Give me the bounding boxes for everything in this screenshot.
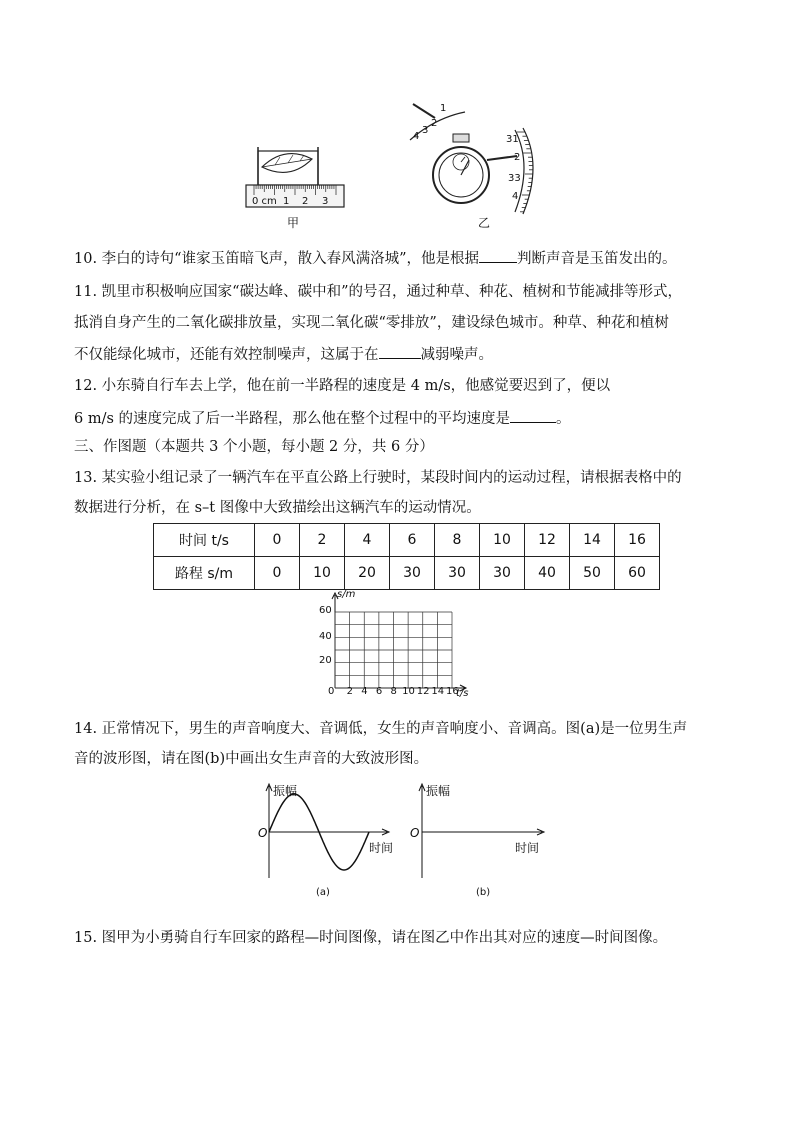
- q11-text-end: 减弱噪声。: [420, 347, 493, 363]
- table-cell: 12: [525, 524, 570, 557]
- q11-line2: 抵消自身产生的二氧化碳排放量，实现二氧化碳“零排放”，建设绿色城市。种草、种花和植树: [74, 315, 669, 331]
- table-cell: 6: [390, 524, 435, 557]
- q11-line3: [74, 344, 493, 365]
- waveform-b-y-label: 振幅: [426, 784, 451, 798]
- q15-line: 15. 图甲为小勇骑自行车回家的路程—时间图像，请在图乙中作出其对应的速度—时间图像。: [74, 930, 668, 946]
- stopwatch-outer-mark-33: 33: [508, 173, 521, 184]
- ruler-caption: 甲: [287, 216, 300, 230]
- waveform-a-x-label: 时间: [369, 841, 394, 855]
- table-cell: 30: [390, 557, 435, 590]
- st-graph-x-label: t/s: [456, 688, 469, 699]
- st-graph-x-tick: 12: [416, 686, 430, 697]
- stopwatch-inner-mark-2: 2: [431, 118, 438, 129]
- st-graph-x-tick: 6: [375, 686, 383, 697]
- q13-data-table: [153, 523, 660, 590]
- q13-line1: 13. 某实验小组记录了一辆汽车在平直公路上行驶时，某段时间内的运动过程，请根据表格中的: [74, 470, 682, 486]
- st-graph-x-tick: 2: [346, 686, 353, 697]
- table-cell: 0: [255, 524, 300, 557]
- waveform-b-origin: O: [410, 826, 420, 840]
- q10-text: 10. 李白的诗句“谁家玉笛暗飞声，散入春风满洛城”，他是根据: [74, 251, 479, 267]
- ruler-tick-3: 3: [322, 196, 329, 207]
- q12-text-end: 。: [556, 411, 571, 427]
- waveform-a-caption: (a): [316, 887, 330, 898]
- table-cell: 60: [615, 557, 660, 590]
- table-header-time: 时间 t/s: [154, 524, 255, 557]
- st-graph-y-tick-60: 60: [319, 605, 332, 616]
- waveform-b-x-label: 时间: [515, 841, 540, 855]
- stopwatch-caption: 乙: [478, 216, 491, 230]
- ruler-tick-0: 0 cm: [252, 196, 277, 207]
- q12-answer-blank[interactable]: [510, 408, 556, 423]
- q13-line2: 数据进行分析，在 s–t 图像中大致描绘出这辆汽车的运动情况。: [74, 500, 481, 516]
- stopwatch-inner-mark-1: 1: [440, 103, 447, 114]
- q10-text-end: 判断声音是玉笛发出的。: [517, 251, 677, 267]
- waveform-b-caption: (b): [476, 887, 491, 898]
- st-graph-x-tick: 16: [446, 686, 459, 697]
- q12-line1: 12. 小东骑自行车去上学，他在前一半路程的速度是 4 m/s，他感觉要迟到了，便以: [74, 378, 611, 394]
- q10-line: [74, 248, 677, 269]
- st-graph-y-tick-40: 40: [319, 631, 332, 642]
- q11-answer-blank[interactable]: [379, 344, 421, 359]
- q12-text: 6 m/s 的速度完成了后一半路程，那么他在整个过程中的平均速度是: [74, 411, 511, 427]
- waveform-a-origin: O: [258, 826, 268, 840]
- st-graph-x-tick: 8: [390, 686, 397, 697]
- table-cell: 4: [345, 524, 390, 557]
- section-3-heading: 三、作图题（本题共 3 个小题，每小题 2 分，共 6 分）: [74, 439, 434, 455]
- table-cell: 0: [255, 557, 300, 590]
- q11-line1: 11. 凯里市积极响应国家“碳达峰、碳中和”的号召，通过种草、种花、植树和节能减排等形式，: [74, 284, 682, 300]
- table-cell: 10: [300, 557, 345, 590]
- q10-answer-blank[interactable]: [479, 248, 517, 263]
- table-cell: 20: [345, 557, 390, 590]
- q12-line2: [74, 408, 571, 429]
- st-graph-origin: 0: [328, 686, 335, 697]
- stopwatch-outer-mark-31: 31: [506, 134, 519, 145]
- q11-text: 不仅能绿化城市，还能有效控制噪声，这属于在: [74, 347, 379, 363]
- table-cell: 16: [615, 524, 660, 557]
- table-cell: 8: [435, 524, 480, 557]
- st-graph-x-tick: 10: [402, 686, 415, 697]
- ruler-tick-1: 1: [283, 196, 290, 207]
- st-graph-x-tick: 14: [431, 686, 445, 697]
- st-graph-y-tick-20: 20: [319, 655, 332, 666]
- stopwatch-figure: [405, 100, 555, 220]
- table-header-distance: 路程 s/m: [154, 557, 255, 590]
- ruler-tick-2: 2: [302, 196, 309, 207]
- q14-line2: 音的波形图，请在图(b)中画出女生声音的大致波形图。: [74, 751, 429, 767]
- table-row-distance: [154, 557, 660, 590]
- st-graph-x-tick: 4: [361, 686, 368, 697]
- table-cell: 14: [570, 524, 615, 557]
- st-graph-grid[interactable]: [310, 590, 485, 700]
- st-graph-y-label: s/m: [337, 589, 356, 600]
- table-cell: 40: [525, 557, 570, 590]
- table-cell: 30: [480, 557, 525, 590]
- table-cell: 50: [570, 557, 615, 590]
- table-cell: 30: [435, 557, 480, 590]
- stopwatch-inner-mark-3: 3: [422, 125, 429, 136]
- table-cell: 2: [300, 524, 345, 557]
- stopwatch-outer-mark-4: 4: [512, 191, 519, 202]
- table-cell: 10: [480, 524, 525, 557]
- table-row-time: [154, 524, 660, 557]
- q14-line1: 14. 正常情况下，男生的声音响度大、音调低，女生的声音响度小、音调高。图(a)是一位男生声: [74, 721, 688, 737]
- ruler-figure: [240, 145, 350, 220]
- stopwatch-outer-mark-2: 2: [514, 152, 521, 163]
- waveform-a-y-label: 振幅: [273, 784, 298, 798]
- stopwatch-inner-mark-4: 4: [413, 131, 420, 142]
